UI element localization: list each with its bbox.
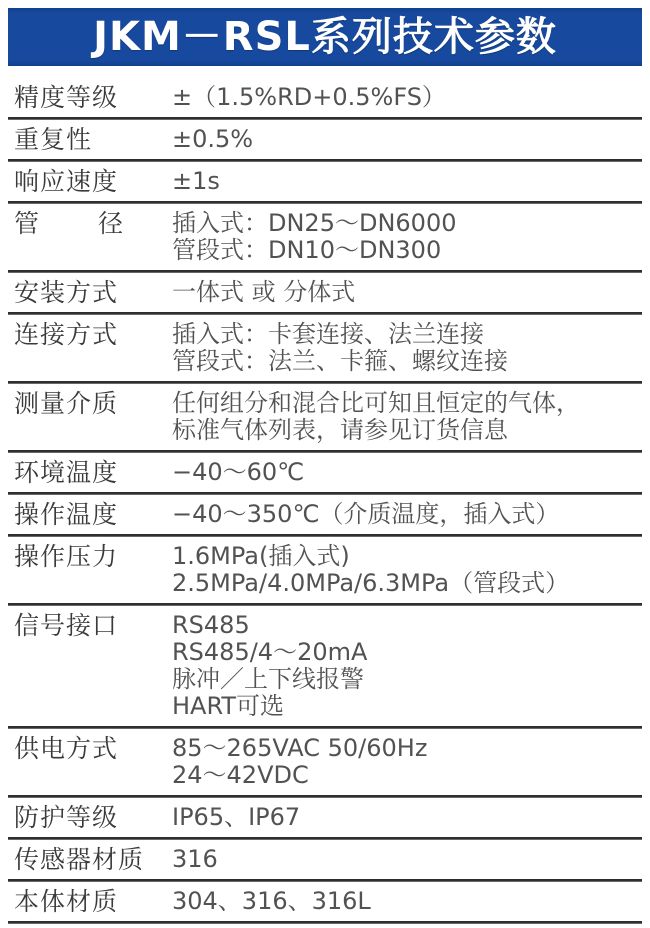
spec-label: 操作温度 — [14, 500, 119, 529]
spec-row-ambient-temp — [8, 453, 642, 492]
spec-table — [8, 66, 642, 924]
spec-value: 1.6MPa(插入式) — [172, 542, 350, 570]
spec-label: 响应速度 — [14, 167, 119, 196]
spec-row-pipe-diameter — [8, 204, 642, 270]
spec-value: −40～350℃（介质温度，插入式） — [172, 500, 560, 528]
spec-label: 环境温度 — [14, 458, 119, 487]
page-title: JKM－RSL系列技术参数 — [93, 14, 557, 60]
spec-label: 安装方式 — [14, 278, 119, 307]
spec-row-sensor-material — [8, 840, 642, 879]
spec-value: 304、316、316L — [172, 887, 371, 915]
spec-label: 精度等级 — [14, 83, 119, 112]
spec-row-repeatability — [8, 120, 642, 159]
spec-row-operating-temp — [8, 495, 642, 534]
spec-label-part: 径 — [98, 209, 125, 238]
spec-value: RS485/4～20mA — [172, 638, 368, 666]
spec-value: HART可选 — [172, 692, 285, 720]
spec-row-power-supply — [8, 729, 642, 795]
spec-value: ±0.5% — [172, 125, 254, 153]
spec-row-signal-interface — [8, 606, 642, 726]
spec-label: 连接方式 — [14, 320, 119, 349]
spec-value: 2.5MPa/4.0MPa/6.3MPa（管段式） — [172, 569, 570, 597]
spec-row-body-material — [8, 882, 642, 921]
spec-label: 操作压力 — [14, 542, 119, 571]
spec-row-connection — [8, 315, 642, 381]
spec-value: 脉冲／上下线报警 — [172, 665, 364, 693]
spec-value: ±（1.5%RD+0.5%FS） — [172, 83, 446, 111]
spec-value: 标准气体列表，请参见订货信息 — [172, 416, 508, 444]
spec-value: −40～60℃ — [172, 458, 305, 486]
spec-value: 85～265VAC 50/60Hz — [172, 734, 428, 762]
spec-label: 信号接口 — [14, 611, 119, 640]
spec-row-installation — [8, 273, 642, 312]
header-band — [8, 8, 642, 66]
spec-value: 任何组分和混合比可知且恒定的气体， — [172, 389, 580, 417]
spec-value: 316 — [172, 845, 218, 873]
spec-value: 管段式：法兰、卡箍、螺纹连接 — [172, 347, 508, 375]
spec-label: 防护等级 — [14, 803, 119, 832]
spec-row-accuracy — [8, 66, 642, 117]
spec-row-protection-rating — [8, 798, 642, 837]
spec-row-response-speed — [8, 162, 642, 201]
spec-value: 插入式：卡套连接、法兰连接 — [172, 320, 484, 348]
spec-label: 本体材质 — [14, 887, 119, 916]
spec-value: IP65、IP67 — [172, 803, 301, 831]
spec-label-part: 管 — [14, 209, 41, 238]
spec-label — [14, 210, 172, 237]
spec-label: 传感器材质 — [14, 845, 145, 874]
spec-value: 24～42VDC — [172, 761, 309, 789]
spec-label: 重复性 — [14, 125, 93, 154]
spec-row-operating-pressure — [8, 537, 642, 603]
row-divider — [8, 921, 642, 924]
spec-value: 一体式 或 分体式 — [172, 278, 356, 306]
spec-row-medium — [8, 384, 642, 450]
spec-value: 插入式：DN25～DN6000 — [172, 209, 457, 237]
spec-value: RS485 — [172, 611, 250, 639]
spec-value: 管段式：DN10～DN300 — [172, 236, 442, 264]
spec-label: 供电方式 — [14, 734, 119, 763]
spec-value: ±1s — [172, 167, 220, 195]
spec-label: 测量介质 — [14, 389, 119, 418]
